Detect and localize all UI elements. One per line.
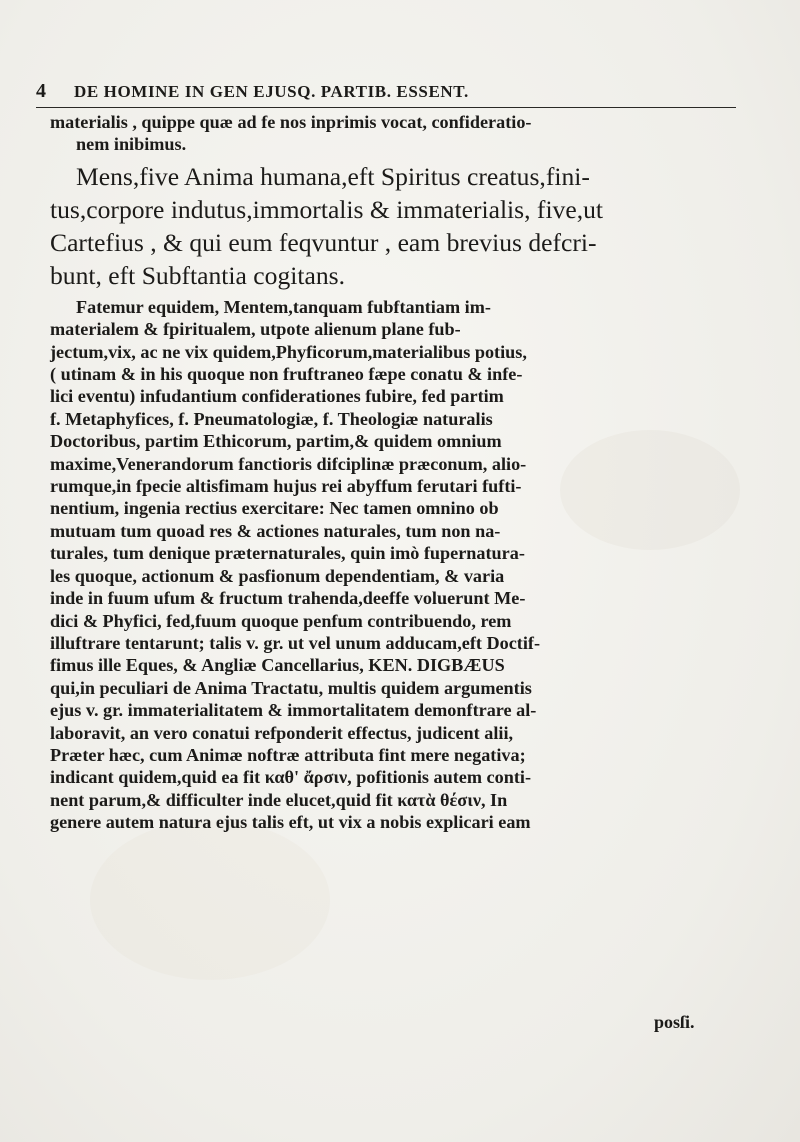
text-line: nent parum,& difficulter inde elucet,quid fit κατὰ θέσιν, In: [50, 789, 508, 810]
text-line: laboravit, an vero conatui refponderit effectus, judicent alii,: [50, 722, 514, 743]
text-line: Doctoribus, partim Ethicorum, partim,& quidem omnium: [50, 431, 502, 452]
page-body: [50, 111, 740, 834]
text-line: maxime,Venerandorum fanctioris difciplinæ præconum, alio-: [50, 453, 527, 474]
text-line: les quoque, actionum & pasfionum dependentiam, & varia: [50, 565, 505, 586]
text-line: tus,corpore indutus,immortalis & immaterialis, five,ut: [50, 194, 604, 224]
text-line: materialis , quippe quæ ad fe nos inprimis vocat, confideratio-: [50, 112, 532, 132]
text-line: ( utinam & in his quoque non fruftraneo fæpe conatu & infe-: [50, 364, 523, 385]
text-line: inde in fuum ufum & fructum trahenda,deeffe voluerunt Me-: [50, 588, 526, 609]
text-line: bunt, eft Subftantia cogitans.: [50, 260, 345, 290]
text-line: illuftrare tentarunt; talis v. gr. ut vel unum adducam,eft Doctif-: [50, 632, 541, 653]
definition-paragraph: [50, 160, 740, 292]
running-header: [36, 80, 736, 108]
catchword: posſi.: [654, 1012, 695, 1032]
text-line: dici & Phyfici, fed,fuum quoque penfum contribuendo, rem: [50, 610, 512, 631]
running-title: DE HOMINE IN GEN EJUSQ. PARTIB. ESSENT.: [74, 82, 469, 101]
text-line: rumque,in fpecie altisfimam hujus rei abyffum ferutari fufti-: [50, 476, 522, 497]
text-line: mutuam tum quoad res & actiones naturales, tum non na-: [50, 520, 501, 541]
text-line: Fatemur equidem, Mentem,tanquam fubftantiam im-: [76, 296, 491, 317]
text-line: Præter hæc, cum Animæ noftræ attributa fint mere negativa;: [50, 744, 526, 765]
text-line: nentium, ingenia rectius exercitare: Nec tamen omnino ob: [50, 498, 499, 519]
text-line: Mens,five Anima humana,eft Spiritus creatus,fini-: [76, 161, 590, 191]
text-line: qui,in peculiari de Anima Tractatu, multis quidem argumentis: [50, 677, 532, 698]
text-line: Cartefius , & qui eum feqvuntur , eam brevius defcri-: [50, 227, 597, 257]
intro-paragraph: [50, 111, 740, 156]
text-line: nem inibimus.: [76, 134, 187, 155]
text-line: lici eventu) infudantium confiderationes fubire, fed partim: [50, 386, 504, 407]
text-line: fimus ille Eques, & Angliæ Cancellarius, KEN. DIGBÆUS: [50, 655, 505, 676]
text-line: indicant quidem,quid ea fit καθ' ἄρσιν, pofitionis autem conti-: [50, 767, 532, 788]
paper-stain: [90, 820, 330, 980]
text-line: turales, tum denique præternaturales, quin imò fupernatura-: [50, 543, 525, 564]
text-line: jectum,vix, ac ne vix quidem,Phyficorum,materialibus potius,: [50, 341, 527, 362]
page-number: 4: [36, 80, 46, 102]
commentary-paragraph: [50, 296, 740, 834]
text-line: materialem & fpiritualem, utpote alienum plane fub-: [50, 319, 461, 340]
text-line: genere autem natura ejus talis eft, ut vix a nobis explicari eam: [50, 812, 531, 833]
text-line: f. Metaphyfices, f. Pneumatologiæ, f. Theologiæ naturalis: [50, 408, 493, 429]
text-line: ejus v. gr. immaterialitatem & immortalitatem demonftrare al-: [50, 700, 537, 721]
